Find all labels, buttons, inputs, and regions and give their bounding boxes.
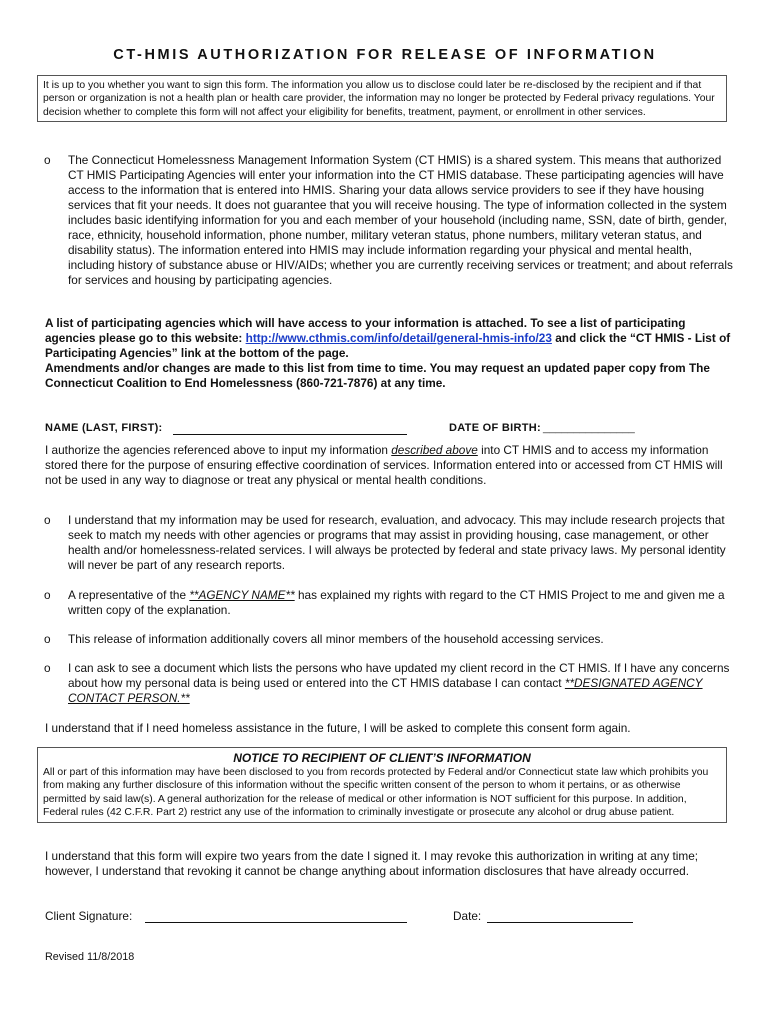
rep-text-cont: has explained my rights with regard to the CT HMIS Project to me and given me a written copy of the explanation. <box>68 588 725 617</box>
doc-text: I can ask to see a document which lists the persons who have updated my client record in the CT HMIS. If I have any concerns about how my personal data is being used or entered into the CT HMIS database I can contact <box>68 661 730 690</box>
agencies-instructions: and click the “CT HMIS - List of Participating Agencies” link at the bottom of the page. <box>45 331 731 360</box>
described-above-emphasis: described above <box>391 443 478 457</box>
research-text: I understand that my information may be used for research, evaluation, and advocacy. This may include research projects that seek to match my needs with other agencies or programs that may assist in providing housing, case management, or other health and/or homelessness-related services. I will always be protected by federal and state privacy laws. My personal identity will never be part of any research reports. <box>68 513 726 572</box>
notice-body: All or part of this information may have been disclosed to you from records protected by Federal and/or Connecticut state law which prohibits you from making any further disclosure of this information without the specific written consent of the person to whom it pertains, or as otherwise permitted by said law(s). A general authorization for the release of medical or other information is NOT sufficient for this purpose. In addition, Federal rules (42 C.F.R. Part 2) restrict any use of the information to criminally investigate or prosecute any alcohol or drug abuse patient. <box>43 767 709 818</box>
bullet-icon: o <box>44 513 51 527</box>
disclaimer-text: It is up to you whether you want to sign this form. The information you allow us to disclose could later be re-disclosed by the recipient and if that person or organization is not a health plan or health care provider, the information may no longer be protected by Federal privacy regulations. Your decision whether to complete this form will not affect your eligibility for benefits, treatment, payment, or enrollment in other services. <box>43 80 715 118</box>
signature-row <box>45 907 735 925</box>
authorize-text-cont: into CT HMIS and to access my information stored there for the purpose of ensuring effective coordination of services. Information entered into or accessed from CT HMIS will not be used in any way to diagnose or treat any physical or mental health conditions. <box>45 443 723 487</box>
form-title: CT-HMIS AUTHORIZATION FOR RELEASE OF INFORMATION <box>113 47 657 63</box>
date-label: Date: <box>453 909 482 923</box>
name-label: NAME (LAST, FIRST): <box>45 422 163 434</box>
contact-person-placeholder: **DESIGNATED AGENCY CONTACT PERSON.** <box>68 676 703 705</box>
authorization-paragraph <box>45 443 735 488</box>
expiration-text: I understand that this form will expire two years from the date I signed it. I may revoke this authorization in writing at any time; however, I understand that revoking it cannot be change anything about information disclosures that have already occurred. <box>45 849 699 878</box>
future-assistance-text: I understand that if I need homeless assistance in the future, I will be asked to complete this consent form again. <box>45 721 631 735</box>
document-request-text <box>68 661 734 706</box>
participating-agencies-notice <box>45 316 735 391</box>
signature-label: Client Signature: <box>45 909 133 923</box>
agencies-text: A list of participating agencies which will have access to your information is attached. To see a list of participating agencies please go to this website: <box>45 316 686 345</box>
name-dob-row <box>45 420 735 436</box>
dob-field[interactable]: _______________ <box>543 422 635 434</box>
hmis-description: The Connecticut Homelessness Management Information System (CT HMIS) is a shared system. This means that authorized CT HMIS Participating Agencies will enter your information into the CT HMIS database. These participating agencies will have access to the information that is entered into HMIS. Sharing your data allows service providers to see if they have housing services that fit your needs. It does not guarantee that you will receive housing. The type of information collected in the system includes basic identifying information for you and each member of your household (including name, SSN, date of birth, gender, race, ethnicity, household information, phone number, military veteran status, phone numbers, military veteran status, and disability status). The information entered into HMIS may include information regarding your physical and mental health, including history of substance abuse or HIV/AIDs; whether you are currently receiving services or treatment; and about referrals for services and housing by participating agencies. <box>68 153 733 287</box>
date-field[interactable] <box>487 909 633 923</box>
notice-box <box>37 747 727 823</box>
bullet-icon: o <box>44 632 51 646</box>
disclaimer-box <box>37 75 727 122</box>
agency-name-placeholder: **AGENCY NAME** <box>189 588 295 602</box>
minors-text: This release of information additionally covers all minor members of the household accessing services. <box>68 632 604 646</box>
dob-label: DATE OF BIRTH: <box>449 422 541 434</box>
notice-title: NOTICE TO RECIPIENT OF CLIENT’S INFORMATION <box>233 751 531 765</box>
revision-date: Revised 11/8/2018 <box>45 951 135 963</box>
rep-text: A representative of the <box>68 588 190 602</box>
representative-text <box>68 588 734 618</box>
amendments-text: Amendments and/or changes are made to this list from time to time. You may request an updated paper copy from The Connecticut Coalition to End Homelessness (860-721-7876) at any time. <box>45 361 710 390</box>
authorize-text: I authorize the agencies referenced above to input my information <box>45 443 392 457</box>
bullet-icon: o <box>44 588 51 602</box>
agencies-link[interactable]: http://www.cthmis.com/info/detail/general-hmis-info/23 <box>245 331 552 345</box>
bullet-icon: o <box>44 153 51 167</box>
signature-field[interactable] <box>145 909 407 923</box>
bullet-icon: o <box>44 661 51 675</box>
name-field[interactable] <box>173 422 407 435</box>
